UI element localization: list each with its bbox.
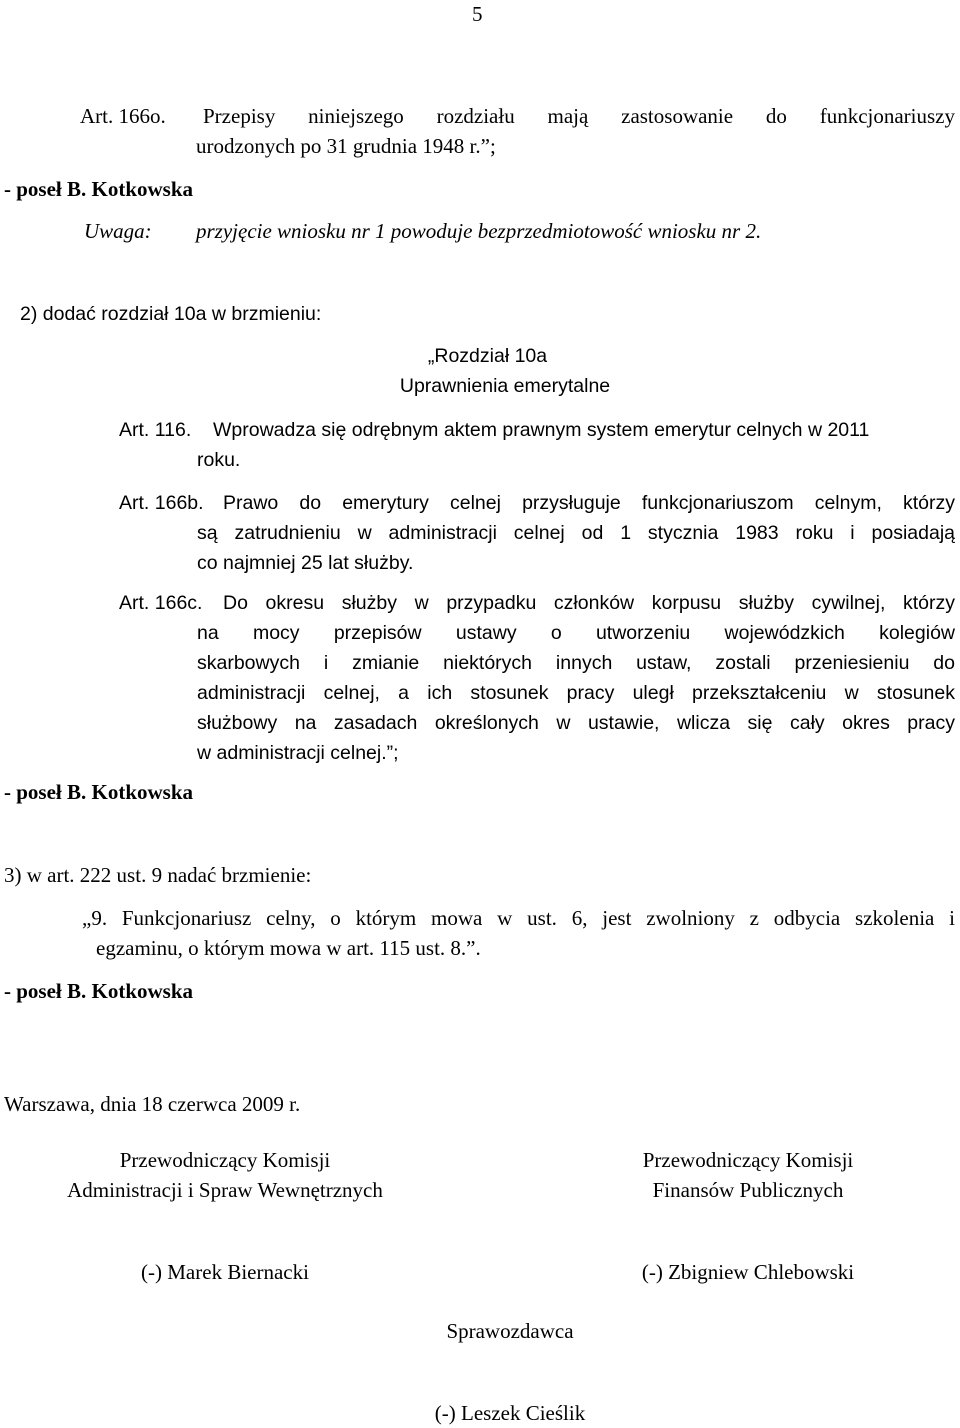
block2-intro: 2) dodać rozdział 10a w brzmieniu:	[20, 303, 322, 325]
chapter-subtitle: Uprawnienia emerytalne	[399, 375, 611, 397]
art-166b-line1: Prawo do emerytury celnej przysługuje funkcjonariuszom celnym, którzy	[223, 492, 955, 514]
art-116-label: Art. 116.	[119, 419, 192, 441]
art-166o-text-line2: urodzonych po 31 grudnia 1948 r.”;	[196, 134, 496, 158]
author-kotkowska-2: - poseł B. Kotkowska	[4, 780, 194, 804]
art-166b-line3: co najmniej 25 lat służby.	[197, 552, 414, 574]
note-text: przyjęcie wniosku nr 1 powoduje bezprzedmiotowość wniosku nr 2.	[196, 219, 762, 243]
art-166o-text-line1: Przepisy niniejszego rozdziału mają zastosowanie do funkcjonariuszy	[203, 104, 955, 128]
block3-intro: 3) w art. 222 ust. 9 nadać brzmienie:	[4, 863, 312, 887]
art-166c-line1: Do okresu służby w przypadku członków korpusu służby cywilnej, którzy	[223, 592, 955, 614]
left-committee-title1: Przewodniczący Komisji	[119, 1148, 331, 1172]
art-166c-line3: skarbowych i zmianie niektórych innych ustaw, zostali przeniesieniu do	[197, 652, 955, 674]
art-166o-label: Art. 166o.	[80, 104, 166, 128]
art-166b-label: Art. 166b.	[119, 492, 204, 514]
left-committee-title2: Administracji i Spraw Wewnętrznych	[67, 1178, 383, 1202]
art-166c-line2: na mocy przepisów ustawy o utworzeniu wojewódzkich kolegiów	[197, 622, 955, 644]
rapporteur-title: Sprawozdawca	[446, 1319, 574, 1343]
art-166c-label: Art. 166c.	[119, 592, 203, 614]
art-116-line1: Wprowadza się odrębnym aktem prawnym system emerytur celnych w 2011	[213, 419, 870, 441]
art-166c-line4: administracji celnej, a ich stosunek pracy uległ przekształceniu w stosunek	[197, 682, 955, 704]
author-kotkowska-3: - poseł B. Kotkowska	[4, 979, 194, 1003]
right-signature: (-) Zbigniew Chlebowski	[641, 1260, 855, 1284]
art-166b-line2: są zatrudnieniu w administracji celnej od 1 stycznia 1983 roku i posiadają	[197, 522, 955, 544]
chapter-title: „Rozdział 10a	[427, 345, 548, 367]
right-committee-title2: Finansów Publicznych	[652, 1178, 844, 1202]
page-number: 5	[472, 2, 483, 26]
art-166c-line5: służbowy na zasadach określonych w ustawie, wlicza się cały okres pracy	[197, 712, 955, 734]
block3-line1: „9. Funkcjonariusz celny, o którym mowa w ust. 6, jest zwolniony z odbycia szkolenia i	[82, 906, 955, 930]
right-committee-title1: Przewodniczący Komisji	[642, 1148, 854, 1172]
place-date: Warszawa, dnia 18 czerwca 2009 r.	[4, 1092, 301, 1116]
art-166c-line6: w administracji celnej.”;	[197, 742, 399, 764]
author-kotkowska-1: - poseł B. Kotkowska	[4, 177, 194, 201]
note-label: Uwaga:	[84, 219, 152, 243]
rapporteur-signature: (-) Leszek Cieślik	[434, 1401, 586, 1425]
art-116-line2: roku.	[197, 449, 241, 471]
block3-line2: egzaminu, o którym mowa w art. 115 ust. 8.”.	[96, 936, 481, 960]
left-signature: (-) Marek Biernacki	[141, 1260, 309, 1284]
